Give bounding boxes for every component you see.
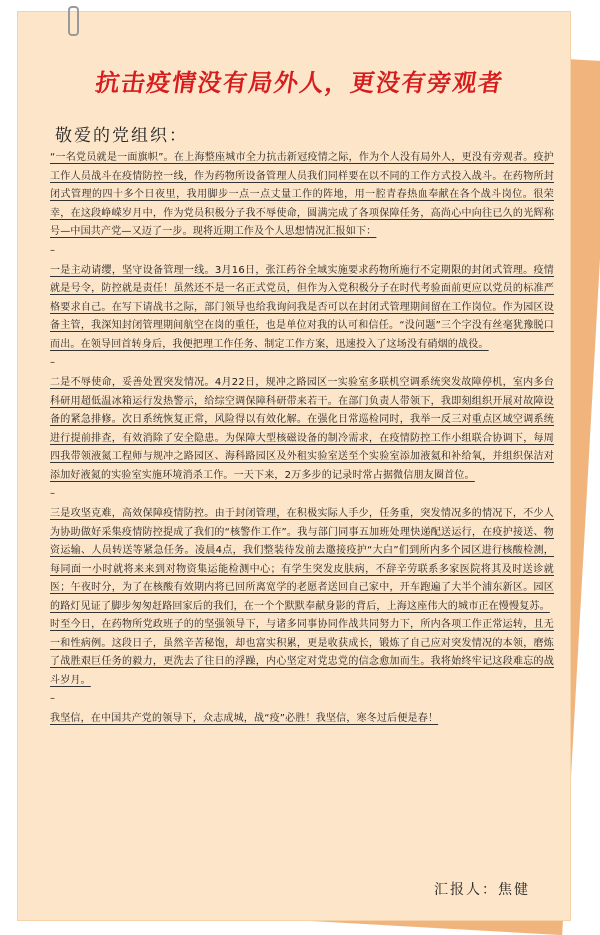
separator-dash: – (50, 488, 55, 499)
paragraph-summary: 时至今日，在药物所党政班子的的坚强领导下，与诸多同事协同作战共同努力下，所内各项工作正常运转，且无一和性病例。这段日子，虽然辛苦秘饱，却也富实积累，更是收获成长，锻炼了自己应对突发情况的本领，磨炼了战胜艰巨任务的毅力，更洗去了往日的浮躁，内心坚定对党忠党的信念愈加而生。我将始终牢记这段难忘的战斗岁月。 (50, 619, 554, 686)
paper-clip-icon (68, 6, 79, 36)
separator-dash: – (50, 244, 55, 256)
paragraph-point-3: 三是攻坚克难，高效保障疫情防控。由于封闭管理，在积极实际人手少，任务重，突发情况多的情况下，不少人为协助做好采集疫情防控提成了我们的“核警作工作”。我与部门同事五加班处理快递配送运行，在疫护接送、物资运输、人员转送等紧急任务。凌晨4点，我们整装待发前去邀接疫护“大白”们到所内多个园区进行核酸检测，每同面一小时就将来来到对物资集运能检测中心；有学生突发皮肤病，不辞辛劳联系多家医院将其及时送诊就医；午夜时分，为了在核酸有效期内将已回所离宽学的老愿者送回自己家中，开车跑遍了大半个浦东新区。园区的路灯见证了脚步匆匆赶路回家后的我们，在一个个默默奉献身影的背后，上海这座伟大的城市正在慢慢复苏。 (50, 508, 554, 612)
separator-dash: – (50, 357, 55, 368)
paragraph-intro: “一名党员就是一面旗帜”。在上海整座城市全力抗击新冠疫情之际，作为个人没有局外人，更没有旁观者。疫护工作人员战斗在疫情防控一线，作为药物所设备管理人员我们同样要在以不同的工作方式投入战斗。在药物所封闭式管理的四十多个日夜里，我用脚步一点一点丈量工作的阵地，用一腔青春热血奉献在各个战斗岗位。很荣幸，在这段峥嵘岁月中，作为党员积极分子我不辱使命，圆满完成了各项保障任务，高尚心中向往已久的光辉称号—中国共产党—又迈了一步。现将近期工作及个人思想情况汇报如下： (50, 152, 554, 237)
signature: 汇报人：焦健 (434, 882, 530, 898)
paragraph-point-2: 二是不辱使命，妥善处置突发情况。4月22日，规冲之路园区一实验室多联机空调系统突发故障停机，室内多台科研用超低温冰箱运行发热警示，给综空调保障科研带来若干。在部门负责人带领下，我即刻组织开展对故障设备的紧急排修。次日系统恢复正常，风险得以有效化解。在强化日常巡检同时，我举一反三对重点区域空调系统进行提前排查，有效消除了安全隐患。为保障大型核磁设备的制冷需求，在疫情防控工作小组联合协调下，每周四我带领液氮工程师与规冲之路园区、海科路园区及外租实验室送至个实验室添加液氦和补给氧，并组织保洁对添加好液氮的实验室实施环境消杀工作。一天下来，2万多步的记录时常占据微信朋友圈首位。 (50, 377, 554, 481)
separator-dash: – (50, 693, 55, 704)
letter-body (50, 149, 554, 729)
paragraph-point-1: 一是主动请缨，坚守设备管理一线。3月16日，张江药谷全域实施要求药物所施行不定期限的封闭式管理。疫情就是号令，防控就是责任！虽然还不是一名正式党员，但作为入党积极分子在时代考验面前更应以党员的标准严格要求自己。在写下请战书之际，部门领导也给我询问我是否可以在封闭式管理期间留在工作岗位。作为园区设备主管，我深知封闭管理期间航空在岗的重任，也是单位对我的认可和信任。“没问题”三个字没有丝毫犹豫脱口而出。在领导回首转身后，我便把理工作任务、制定工作方案，迅速投入了这场没有硝烟的战役。 (50, 264, 554, 350)
greeting: 敬爱的党组织： (55, 126, 188, 146)
paragraph-closing: 我坚信，在中国共产党的领导下，众志成城，战“疫”必胜！我坚信，寒冬过后便是春！ (50, 713, 439, 724)
letter-title: 抗击疫情没有局外人，更没有旁观者 (93, 68, 506, 97)
